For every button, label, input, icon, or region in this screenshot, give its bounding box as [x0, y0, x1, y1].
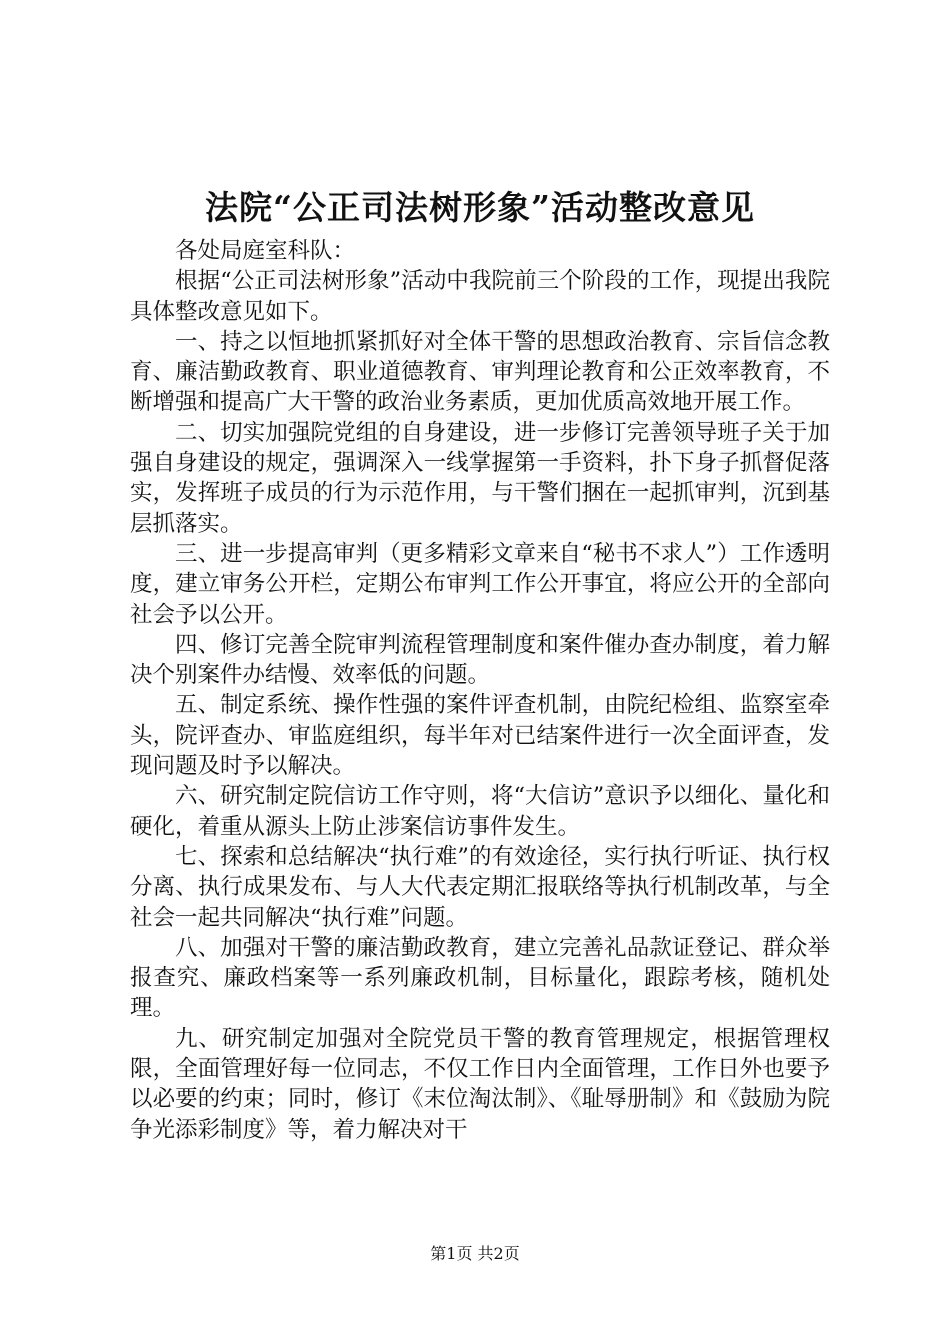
paragraph-item-6: 六、研究制定院信访工作守则，将“大信访”意识予以细化、量化和硬化，着重从源头上防止涉案信访事件发生。 [130, 783, 830, 840]
document-page [130, 182, 830, 1145]
paragraph-item-8: 八、加强对干警的廉洁勤政教育，建立完善礼品款证登记、群众举报查究、廉政档案等一系列廉政机制，目标量化，跟踪考核，随机处理。 [130, 934, 830, 1022]
paragraph-intro: 根据“公正司法树形象”活动中我院前三个阶段的工作，现提出我院具体整改意见如下。 [130, 268, 830, 325]
salutation: 各处局庭室科队： [175, 238, 356, 264]
paragraph-item-9: 九、研究制定加强对全院党员干警的教育管理规定，根据管理权限，全面管理好每一位同志，不仅工作日内全面管理，工作日外也要予以必要的约束；同时，修订《末位淘汰制》、《耻辱册制》和《鼓励为院争光添彩制度》等，着力解决对干 [130, 1025, 830, 1143]
document-title: 法院“公正司法树形象”活动整改意见 [205, 188, 755, 227]
paragraph-item-2: 二、切实加强院党组的自身建设，进一步修订完善领导班子关于加强自身建设的规定，强调深入一线掌握第一手资料，扑下身子抓督促落实，发挥班子成员的行为示范作用，与干警们捆在一起抓审判，沉到基层抓落实。 [130, 419, 830, 537]
page-number-footer: 第1页 共2页 [430, 1244, 520, 1263]
paragraph-item-1: 一、持之以恒地抓紧抓好对全体干警的思想政治教育、宗旨信念教育、廉洁勤政教育、职业道德教育、审判理论教育和公正效率教育，不断增强和提高广大干警的政治业务素质，更加优质高效地开展工作。 [130, 328, 830, 416]
paragraph-item-3: 三、进一步提高审判（更多精彩文章来自“秘书不求人”）工作透明度，建立审务公开栏，定期公布审判工作公开事宜，将应公开的全部向社会予以公开。 [130, 540, 830, 628]
paragraph-item-7: 七、探索和总结解决“执行难”的有效途径，实行执行听证、执行权分离、执行成果发布、与人大代表定期汇报联络等执行机制改革，与全社会一起共同解决“执行难”问题。 [130, 843, 830, 931]
document-body [130, 236, 830, 1145]
paragraph-item-5: 五、制定系统、操作性强的案件评查机制，由院纪检组、监察室牵头，院评查办、审监庭组织，每半年对已结案件进行一次全面评查，发现问题及时予以解决。 [130, 692, 830, 780]
paragraph-item-4: 四、修订完善全院审判流程管理制度和案件催办查办制度，着力解决个别案件办结慢、效率低的问题。 [130, 631, 830, 689]
